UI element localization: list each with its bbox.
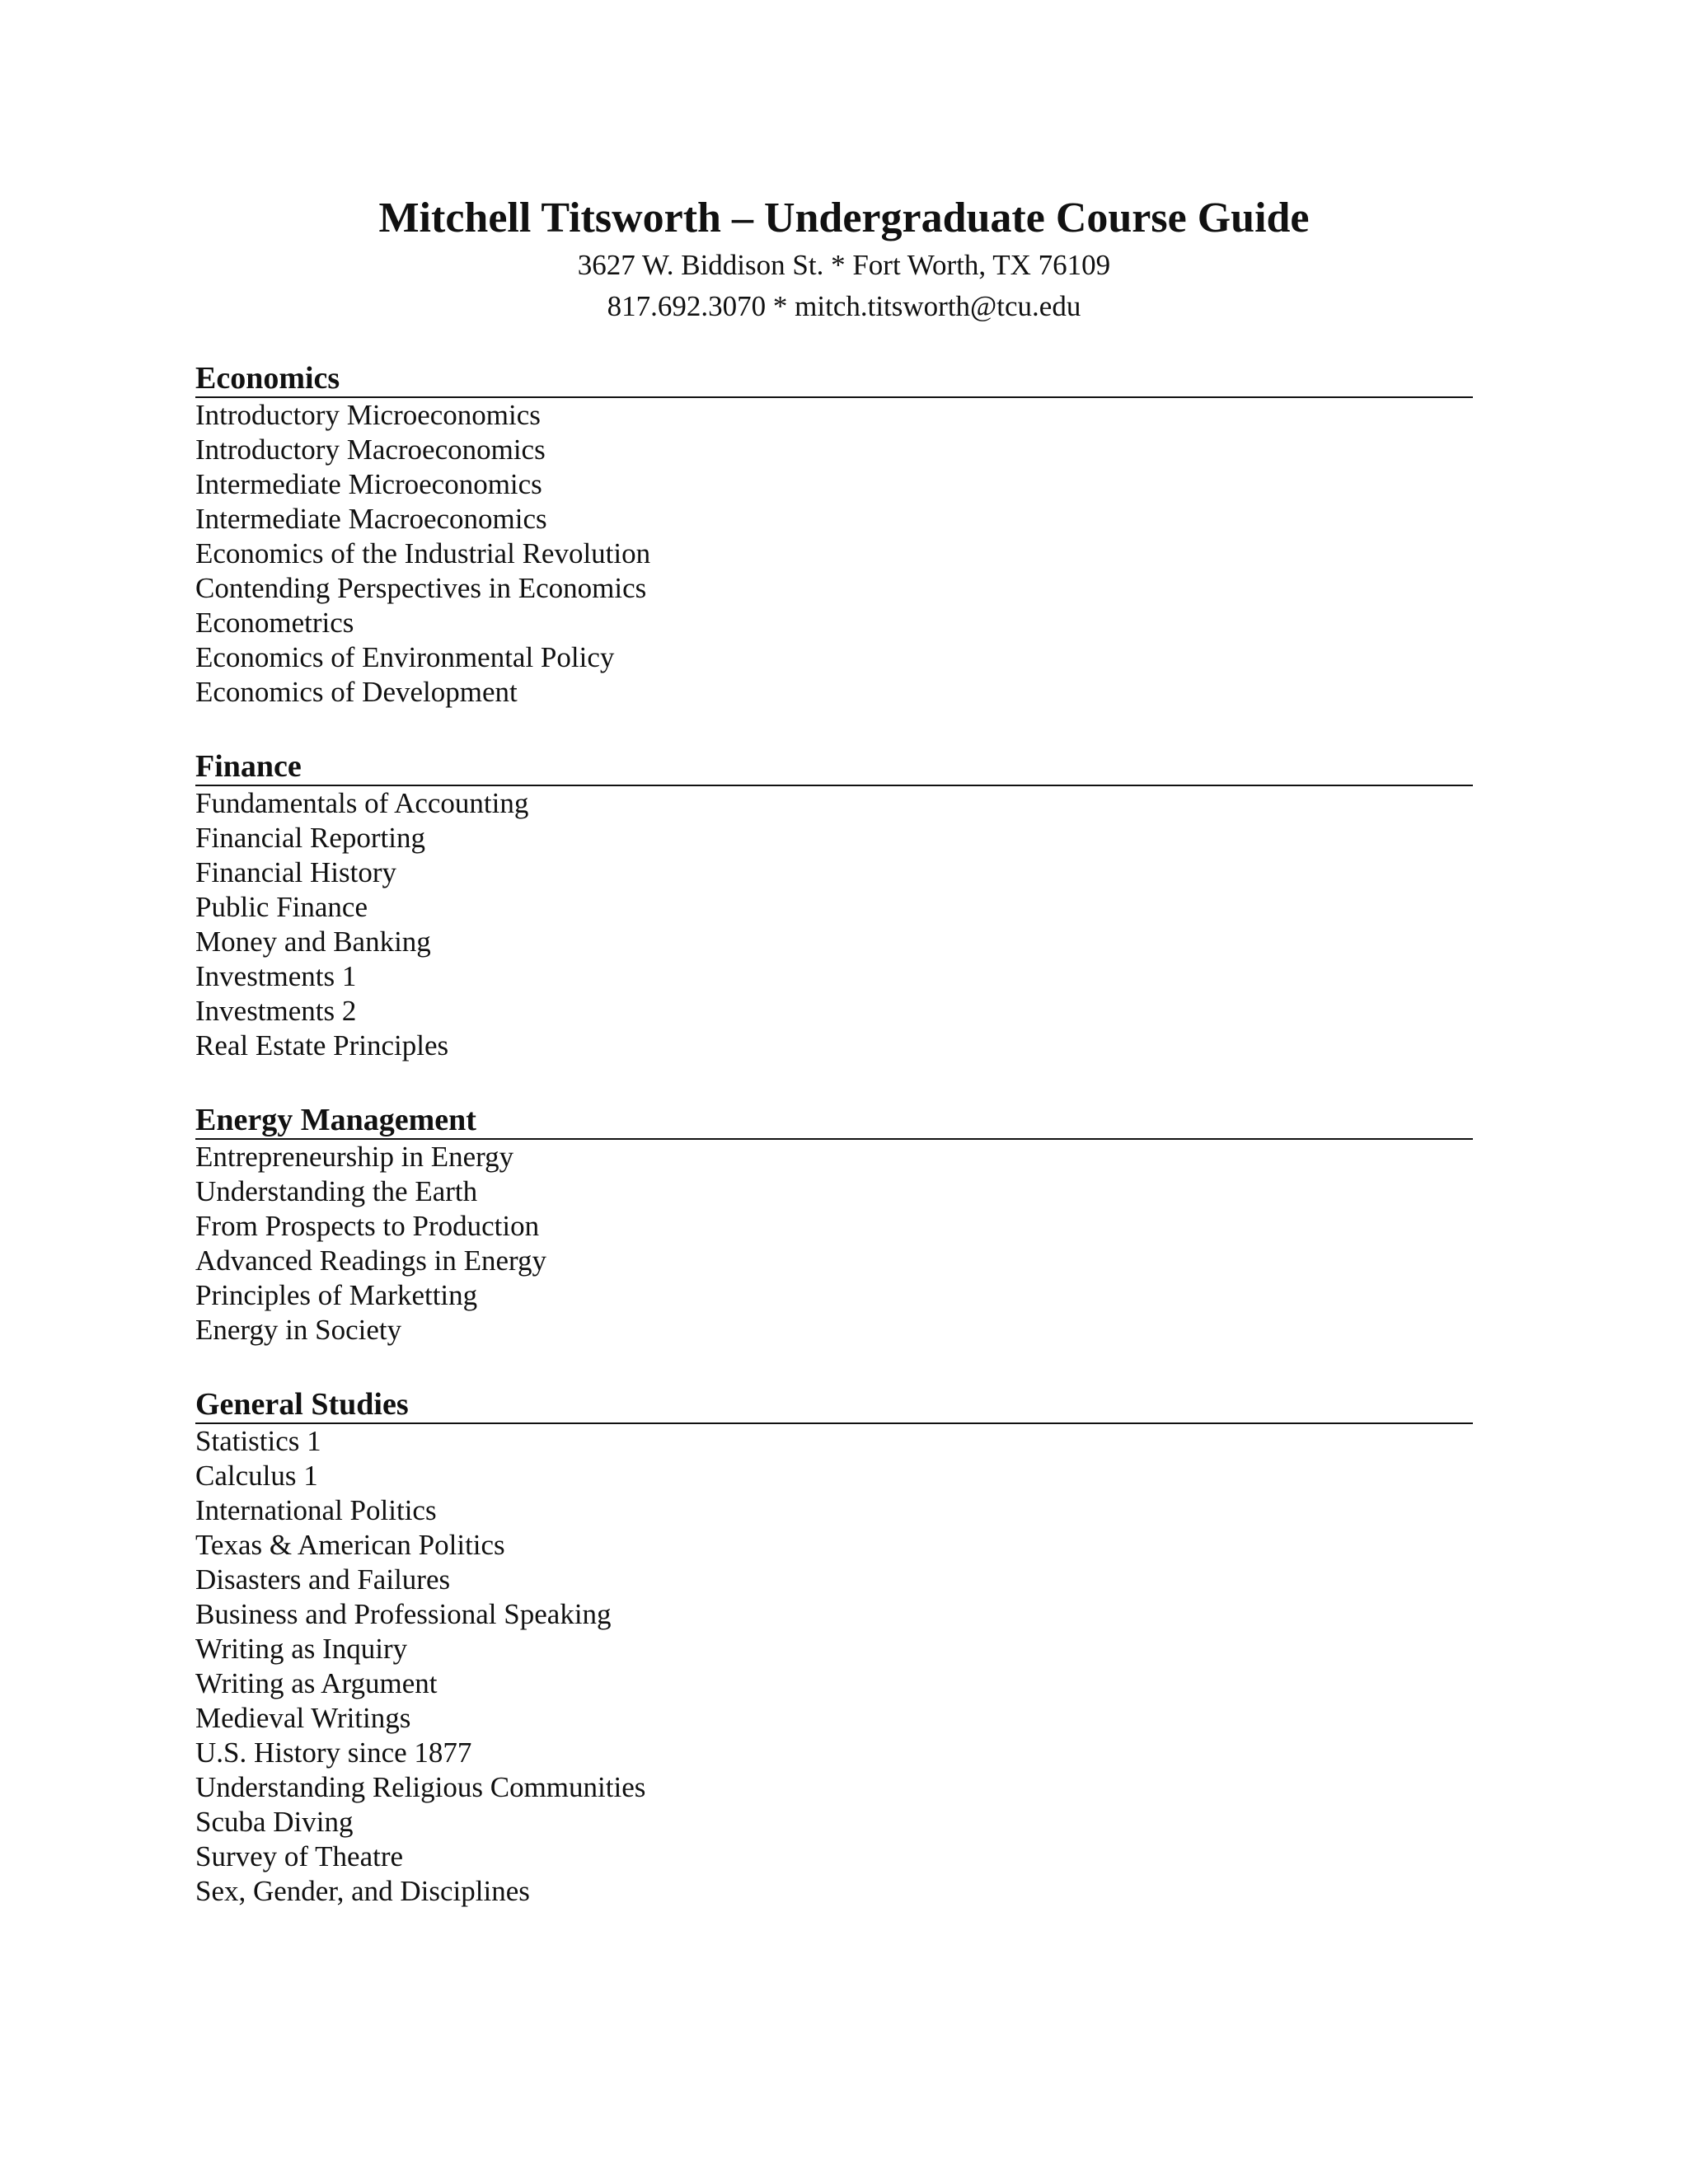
course-item: Financial History: [195, 856, 396, 888]
section-title-finance: Finance: [195, 748, 1473, 786]
course-item: Principles of Marketting: [195, 1279, 478, 1311]
section-general-studies: [195, 1386, 1473, 1909]
course-item: Writing as Inquiry: [195, 1633, 408, 1665]
page-title: Mitchell Titsworth – Undergraduate Course Guide: [378, 194, 1310, 241]
course-item: Medieval Writings: [195, 1702, 411, 1734]
address-line: 3627 W. Biddison St. * Fort Worth, TX 76109: [577, 249, 1111, 281]
course-item: Sex, Gender, and Disciplines: [195, 1875, 530, 1907]
course-item: Statistics 1: [195, 1425, 321, 1457]
course-item: Calculus 1: [195, 1460, 318, 1492]
section-finance: [195, 748, 1473, 1063]
course-item: Economics of the Industrial Revolution: [195, 537, 651, 569]
section-title-general-studies: General Studies: [195, 1386, 1473, 1424]
section-economics: [195, 360, 1473, 710]
course-item: Understanding the Earth: [195, 1175, 478, 1207]
course-item: Writing as Argument: [195, 1667, 438, 1699]
course-list-general-studies: [195, 1424, 1473, 1909]
course-item: Real Estate Principles: [195, 1029, 449, 1062]
course-item: Intermediate Microeconomics: [195, 468, 542, 500]
course-item: Energy in Society: [195, 1314, 402, 1346]
course-item: International Politics: [195, 1494, 437, 1526]
course-item: Disasters and Failures: [195, 1563, 451, 1596]
course-item: Fundamentals of Accounting: [195, 787, 529, 819]
course-item: Understanding Religious Communities: [195, 1771, 646, 1803]
document-header: [0, 192, 1688, 327]
course-item: Texas & American Politics: [195, 1529, 505, 1561]
course-item: Introductory Microeconomics: [195, 399, 541, 431]
course-item: Advanced Readings in Energy: [195, 1244, 547, 1277]
course-item: Public Finance: [195, 891, 368, 923]
course-item: U.S. History since 1877: [195, 1736, 472, 1769]
course-list-finance: [195, 786, 1473, 1063]
course-list-energy-management: [195, 1140, 1473, 1347]
section-energy-management: [195, 1102, 1473, 1347]
section-title-energy-management: Energy Management: [195, 1102, 1473, 1140]
course-item: Scuba Diving: [195, 1806, 354, 1838]
course-item: Financial Reporting: [195, 822, 425, 854]
course-item: Money and Banking: [195, 926, 431, 958]
course-item: Introductory Macroeconomics: [195, 434, 546, 466]
course-item: Economics of Environmental Policy: [195, 641, 615, 673]
course-item: Investments 1: [195, 960, 357, 992]
course-item: Survey of Theatre: [195, 1840, 404, 1872]
section-title-economics: Economics: [195, 360, 1473, 398]
course-item: Economics of Development: [195, 676, 518, 708]
course-item: Business and Professional Speaking: [195, 1598, 612, 1630]
course-item: Entrepreneurship in Energy: [195, 1141, 514, 1173]
contact-line: 817.692.3070 * mitch.titsworth@tcu.edu: [607, 290, 1081, 322]
course-item: Econometrics: [195, 607, 354, 639]
course-item: From Prospects to Production: [195, 1210, 540, 1242]
course-list-economics: [195, 398, 1473, 710]
course-item: Intermediate Macroeconomics: [195, 503, 547, 535]
course-item: Investments 2: [195, 995, 357, 1027]
course-item: Contending Perspectives in Economics: [195, 572, 647, 604]
